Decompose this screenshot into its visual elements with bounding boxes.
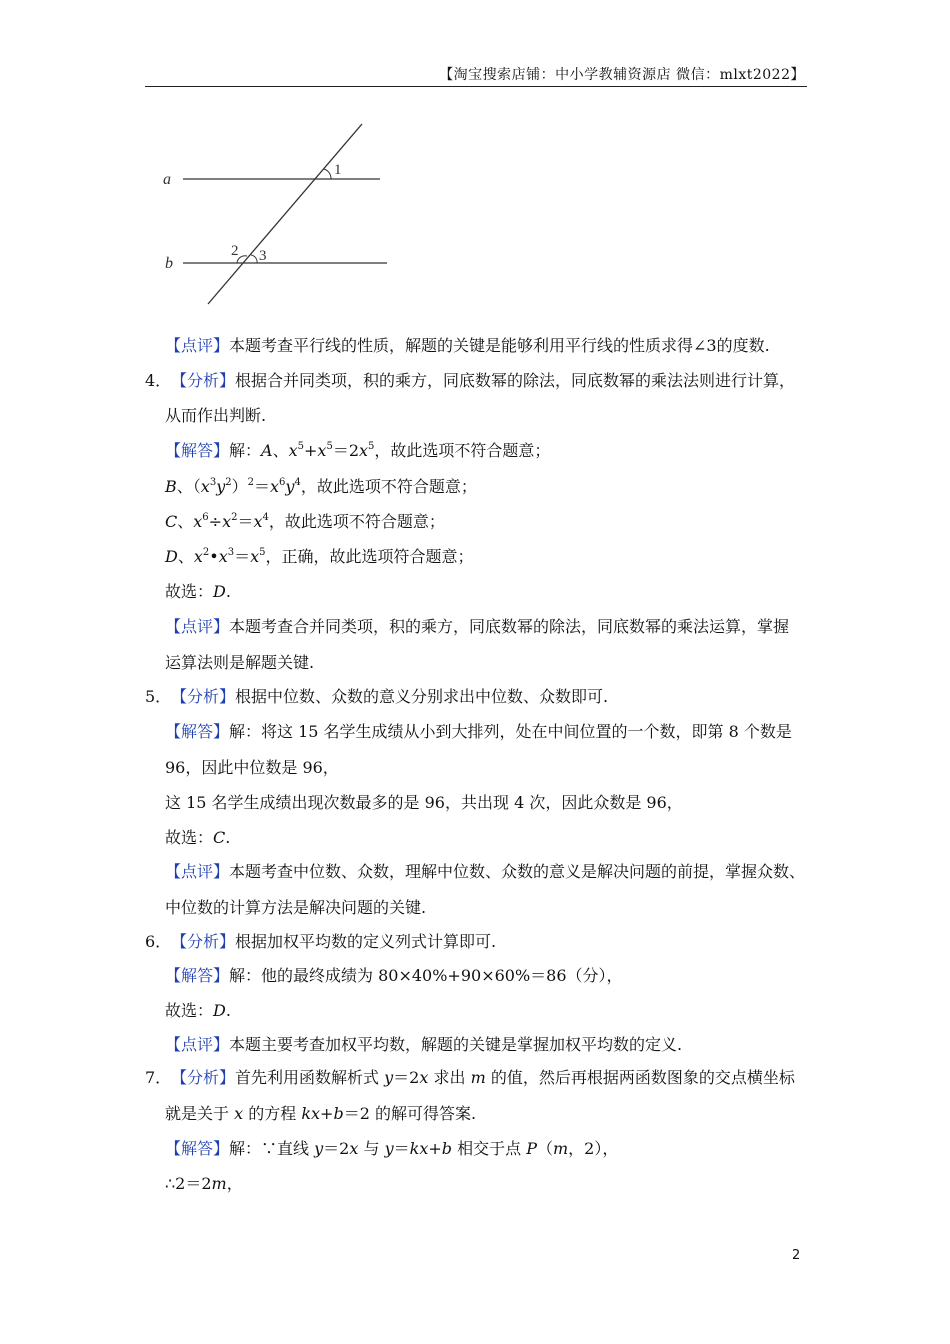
q4-choose: 故选：D. bbox=[165, 582, 231, 601]
q6-comment: 【点评】本题主要考查加权平均数，解题的关键是掌握加权平均数的定义. bbox=[165, 1035, 683, 1054]
q6-choose: 故选：D. bbox=[165, 1001, 231, 1020]
q4-option-d: D、$x^2•x^3=x^5$，正确，故此选项符合题意； bbox=[165, 547, 474, 566]
q4-comment-cont: 运算法则是解题关键. bbox=[165, 653, 315, 672]
q5-solve-cont: 96，因此中位数是 96， bbox=[165, 758, 339, 777]
q7-solve: 【解答】解：∵直线 y＝2x 与 y＝kx+b 相交于点 P（m，2）， bbox=[165, 1139, 619, 1158]
q7-analysis: 7．【分析】首先利用函数解析式 y＝2x 求出 m 的值，然后再根据两函数图象的交点横坐标 bbox=[145, 1068, 795, 1087]
q5-solve-mode: 这 15 名学生成绩出现次数最多的是 96，共出现 4 次，因此众数是 96， bbox=[165, 793, 683, 812]
header-rule bbox=[145, 86, 807, 87]
q5-comment-cont: 中位数的计算方法是解决问题的关键. bbox=[165, 898, 427, 917]
q3-comment: 【点评】本题考查平行线的性质，解题的关键是能够利用平行线的性质求得∠3的度数. bbox=[165, 336, 770, 355]
q5-comment: 【点评】本题考查中位数、众数，理解中位数、众数的意义是解决问题的前提，掌握众数、 bbox=[165, 862, 806, 881]
q5-analysis: 5．【分析】根据中位数、众数的意义分别求出中位数、众数即可. bbox=[145, 687, 609, 706]
header-text: 【淘宝搜索店铺：中小学教辅资源店 微信：mlxt2022】 bbox=[439, 67, 805, 83]
parallel-lines-figure bbox=[155, 118, 405, 313]
angle-1-label: 1 bbox=[334, 162, 342, 178]
q7-analysis-cont: 就是关于 x 的方程 kx+b＝2 的解可得答案. bbox=[165, 1104, 477, 1123]
q4-analysis-cont: 从而作出判断. bbox=[165, 406, 267, 425]
label-a: a bbox=[163, 171, 171, 188]
angle-3-label: 3 bbox=[259, 248, 267, 264]
q6-analysis: 6．【分析】根据加权平均数的定义列式计算即可. bbox=[145, 932, 497, 951]
q4-comment: 【点评】本题考查合并同类项，积的乘方，同底数幂的除法，同底数幂的乘法运算，掌握 bbox=[165, 617, 790, 636]
q4-option-c: C、$x^6\div x^2=x^4$，故此选项不符合题意； bbox=[165, 512, 445, 531]
q4-analysis: 4．【分析】根据合并同类项，积的乘方，同底数幂的除法，同底数幂的乘法法则进行计算， bbox=[145, 371, 796, 390]
q7-therefore: ∴2＝2m， bbox=[165, 1174, 243, 1193]
label-b: b bbox=[165, 255, 173, 272]
q4-option-b: B、$(x^3y^2)^2=x^6y^4$，故此选项不符合题意； bbox=[165, 477, 477, 496]
angle-2-label: 2 bbox=[231, 243, 239, 259]
q6-solve: 【解答】解：他的最终成绩为 80×40%+90×60%＝86（分）， bbox=[165, 966, 623, 985]
q4-solve-a: 【解答】解：A、$x^5+x^5=2x^5$，故此选项不符合题意； bbox=[165, 441, 551, 460]
page-number: 2 bbox=[792, 1248, 801, 1263]
q5-solve: 【解答】解：将这 15 名学生成绩从小到大排列，处在中间位置的一个数，即第 8 个数是 bbox=[165, 722, 792, 741]
q5-choose: 故选：C. bbox=[165, 828, 231, 847]
